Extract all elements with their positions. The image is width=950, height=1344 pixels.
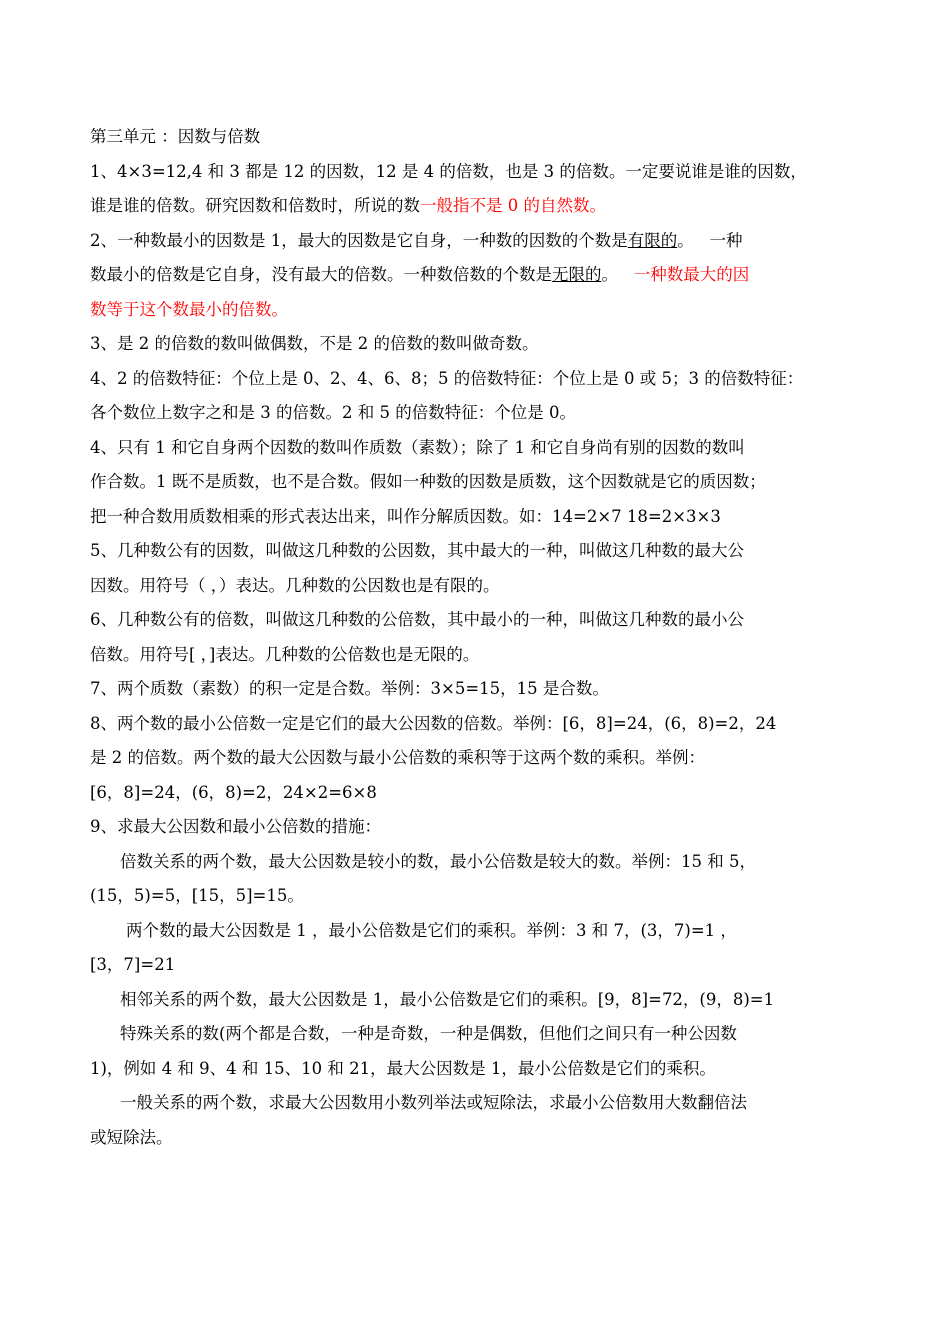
p6-line1: 6、几种数公有的倍数，叫做这几种数的公倍数，其中最小的一种，叫做这几种数的最小公 <box>90 610 744 629</box>
p2-line1-tail: 。 一种 <box>677 230 743 250</box>
p9-general-line1: 一般关系的两个数，求最大公因数用小数列举法或短除法，求最小公倍数用大数翻倍法 <box>120 1093 747 1112</box>
p1-line2 <box>90 189 866 224</box>
p4-line2: 各个数位上数字之和是 3 的倍数。2 和 5 的倍数特征：个位是 0。 <box>90 403 576 422</box>
p9-coprime-line2: [3，7]=21 <box>90 955 176 974</box>
p4b-line3: 把一种合数用质数相乘的形式表达出来，叫作分解质因数。如：14=2×7 18=2×3×3 <box>90 506 721 526</box>
p3-line1: 3、是 2 的倍数的数叫做偶数，不是 2 的倍数的数叫做奇数。 <box>90 334 539 353</box>
p2-line2-period: 。 <box>601 265 618 284</box>
p9-multiple-line1: 倍数关系的两个数，最大公因数是较小的数，最小公倍数是较大的数。举例：15 和 5， <box>120 851 756 871</box>
p1-highlight: 一般指不是 0 的自然数。 <box>420 196 606 215</box>
p2-line1 <box>90 224 866 259</box>
p4b-line1: 4、只有 1 和它自身两个因数的数叫作质数（素数）；除了 1 和它自身尚有别的因数的数叫 <box>90 437 745 457</box>
document-body <box>90 120 866 1155</box>
p9-adjacent-line1: 相邻关系的两个数，最大公因数是 1，最小公倍数是它们的乘积。[9，8]=72，(9，8)=1 <box>120 989 775 1009</box>
p7-line1: 7、两个质数（素数）的积一定是合数。举例：3×5=15，15 是合数。 <box>90 679 609 698</box>
p9-general-line2: 或短除法。 <box>90 1127 173 1147</box>
p2-underline-infinite: 无限的 <box>552 265 602 284</box>
p2-highlight-a: 一种数最大的因 <box>618 265 750 284</box>
p9-coprime-line1: 两个数的最大公因数是 1 ，最小公倍数是它们的乘积。举例：3 和 7，(3，7)=1 ， <box>126 920 737 940</box>
p2-underline-finite: 有限的 <box>627 230 678 250</box>
p8-line2: 是 2 的倍数。两个数的最大公因数与最小公倍数的乘积等于这两个数的乘积。举例： <box>90 748 705 767</box>
p9-heading: 9、求最大公因数和最小公倍数的措施： <box>90 817 381 836</box>
p2-highlight-b: 数等于这个数最小的倍数。 <box>90 299 288 319</box>
p2-line2 <box>90 258 866 293</box>
p8-line1: 8、两个数的最小公倍数一定是它们的最大公因数的倍数。举例：[6，8]=24，(6，8)=2，24 <box>90 713 777 733</box>
p5-line1: 5、几种数公有的因数，叫做这几种数的公因数，其中最大的一种，叫做这几种数的最大公 <box>90 541 744 560</box>
p6-line2: 倍数。用符号[ ，]表达。几种数的公倍数也是无限的。 <box>90 644 480 664</box>
p1-line1: 1、4×3=12,4 和 3 都是 12 的因数，12 是 4 的倍数，也是 3 的倍数。一定要说谁是谁的因数， <box>90 161 807 181</box>
p9-special-line2: 1)，例如 4 和 9、4 和 15、10 和 21，最大公因数是 1，最小公倍数是它们的乘积。 <box>90 1058 716 1078</box>
p2-line1-text: 2、一种数最小的因数是 1，最大的因数是它自身，一种数的因数的个数是 <box>90 230 628 250</box>
p1-line2-text: 谁是谁的倍数。研究因数和倍数时，所说的数 <box>90 196 420 215</box>
p5-line2: 因数。用符号（ ，）表达。几种数的公因数也是有限的。 <box>90 575 500 595</box>
p2-line2-text: 数最小的倍数是它自身，没有最大的倍数。一种数倍数的个数是 <box>90 265 552 284</box>
unit-title: 第三单元 ：因数与倍数 <box>90 127 261 146</box>
p9-special-line1: 特殊关系的数(两个都是合数，一种是奇数，一种是偶数，但他们之间只有一种公因数 <box>120 1024 737 1043</box>
p8-line3: [6，8]=24，(6，8)=2，24×2=6×8 <box>90 782 377 802</box>
p4-line1: 4、2 的倍数特征：个位上是 0、2、4、6、8；5 的倍数特征：个位上是 0 或 5；3 的倍数特征： <box>90 368 804 388</box>
p4b-line2: 作合数。1 既不是质数，也不是合数。假如一种数的因数是质数，这个因数就是它的质因数； <box>90 472 766 491</box>
p9-multiple-line2: (15，5)=5，[15，5]=15。 <box>90 886 304 905</box>
